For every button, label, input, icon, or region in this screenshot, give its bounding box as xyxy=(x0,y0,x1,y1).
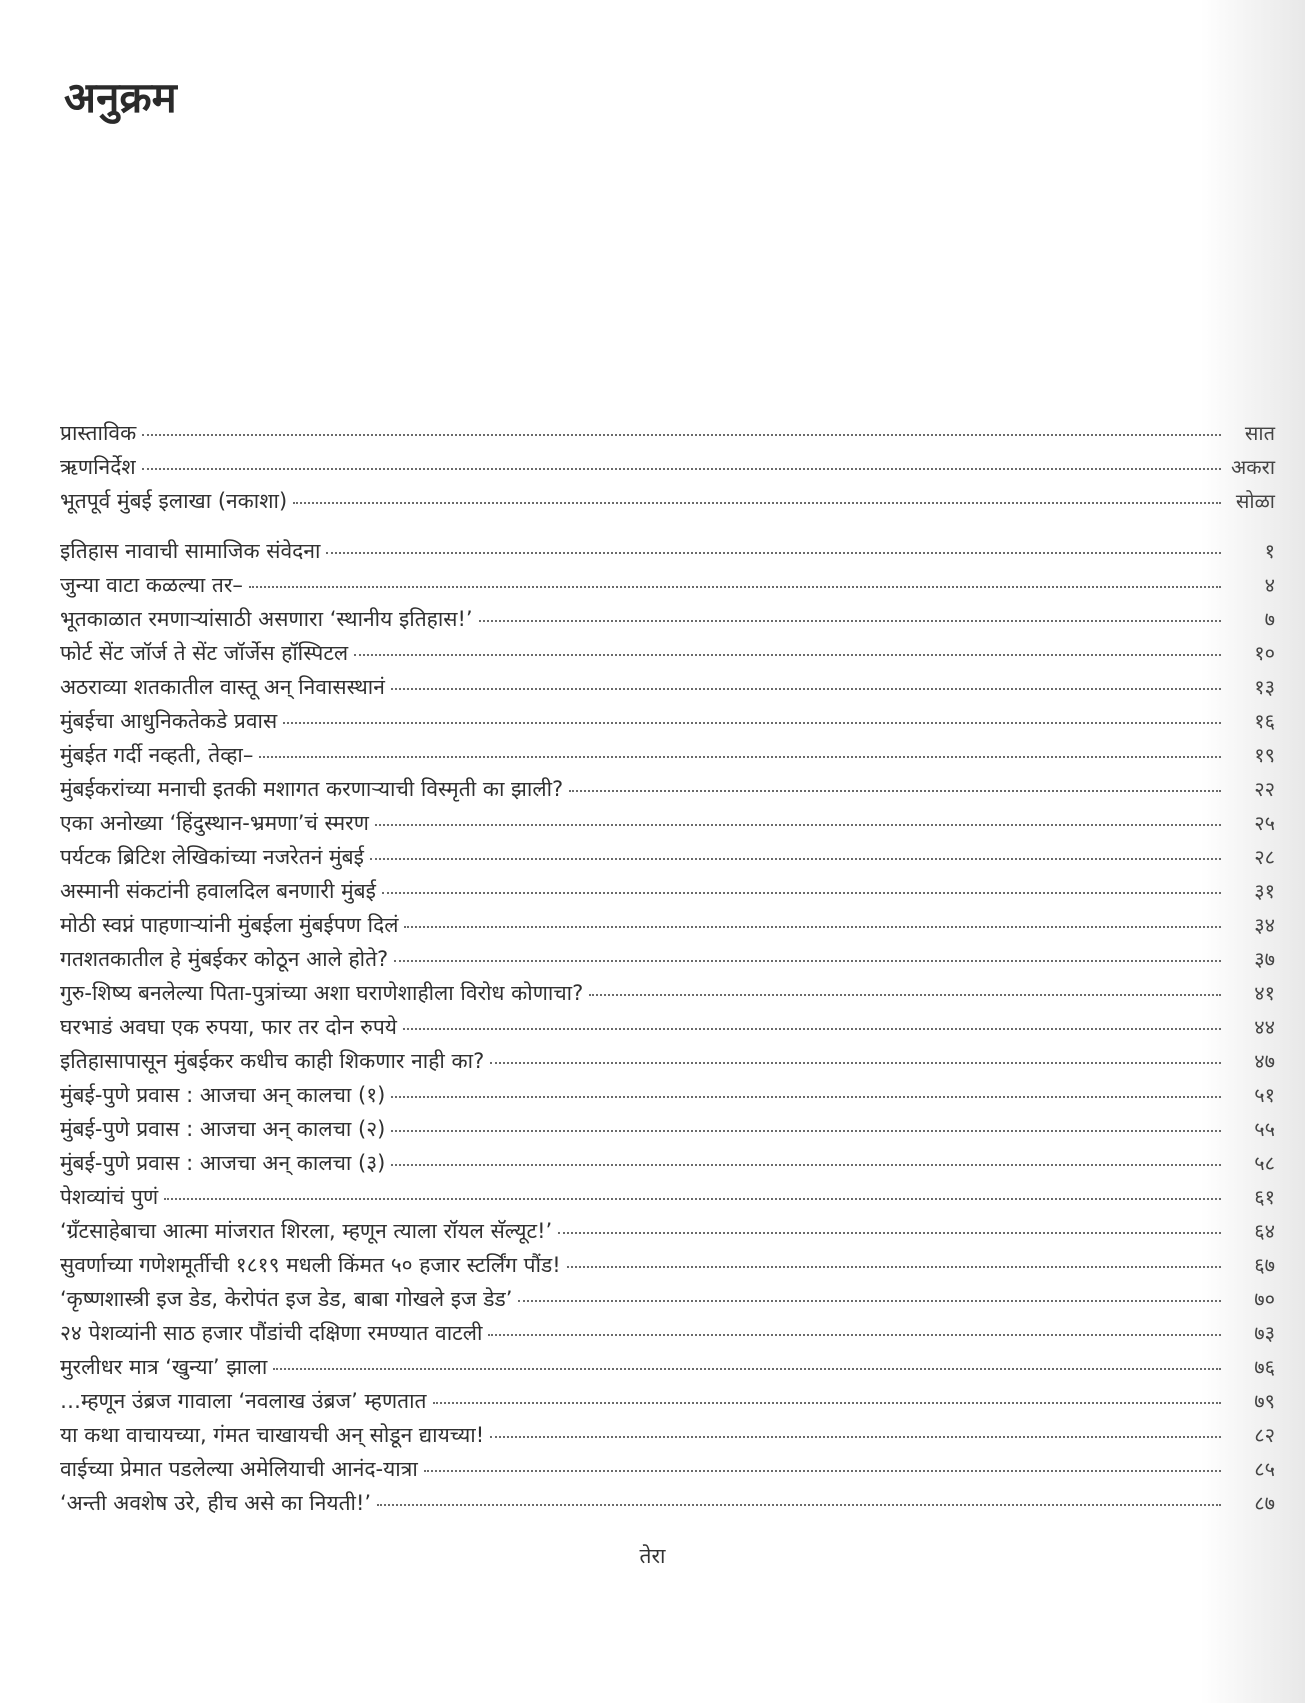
dot-leader xyxy=(326,552,1221,554)
toc-entry xyxy=(60,874,1275,908)
toc-entry xyxy=(60,534,1275,568)
toc-entry-title: ‘अन्ती अवशेष उरे, हीच असे का नियती!’ xyxy=(60,1491,372,1515)
page-number: तेरा xyxy=(639,1544,666,1568)
toc-entry-page: ८२ xyxy=(1254,1423,1275,1447)
dot-leader xyxy=(394,960,1221,962)
toc-entry-page: २५ xyxy=(1254,811,1275,835)
toc-entry-page: २२ xyxy=(1254,777,1275,801)
dot-leader xyxy=(391,1164,1221,1166)
toc-entry-title: …म्हणून उंब्रज गावाला ‘नवलाख उंब्रज’ म्हणतात xyxy=(60,1389,427,1413)
dot-leader xyxy=(391,1096,1221,1098)
toc-entry xyxy=(60,636,1275,670)
toc-entry xyxy=(60,1316,1275,1350)
dot-leader xyxy=(259,756,1221,758)
page-title: अनुक्रम xyxy=(64,73,177,122)
toc-entry-page: १ xyxy=(1264,539,1275,563)
toc-entry-title: पर्यटक ब्रिटिश लेखिकांच्या नजरेतनं मुंबई xyxy=(60,845,364,869)
toc-entry xyxy=(60,1248,1275,1282)
toc-entry-page: ६१ xyxy=(1254,1185,1275,1209)
toc-entry xyxy=(60,942,1275,976)
toc-entry-page: ३४ xyxy=(1254,913,1275,937)
toc-entry xyxy=(60,908,1275,942)
toc-entry-page: ४४ xyxy=(1254,1015,1275,1039)
toc-entry-page: १० xyxy=(1254,641,1275,665)
toc-entry-title: गतशतकातील हे मुंबईकर कोठून आले होते? xyxy=(60,947,389,971)
toc-entry-title: २४ पेशव्यांनी साठ हजार पौंडांची दक्षिणा रमण्यात वाटली xyxy=(60,1321,483,1345)
toc-entry-title: सुवर्णाच्या गणेशमूर्तीची १८१९ मधली किंमत ५० हजार स्टर्लिंग पौंड! xyxy=(60,1253,561,1277)
toc-entry-page: ७ xyxy=(1264,607,1275,631)
toc-entry xyxy=(60,1214,1275,1248)
toc-entry xyxy=(60,1146,1275,1180)
toc-entry xyxy=(60,1282,1275,1316)
dot-leader xyxy=(377,1504,1221,1506)
toc-entry xyxy=(60,840,1275,874)
dot-leader xyxy=(142,468,1221,470)
toc-entry-page: ५५ xyxy=(1254,1117,1275,1141)
dot-leader xyxy=(382,892,1221,894)
toc-entry xyxy=(60,806,1275,840)
toc-entry xyxy=(60,976,1275,1010)
toc-entry-page: १९ xyxy=(1254,743,1275,767)
chapter-list xyxy=(60,534,1275,1520)
toc-entry-page: १६ xyxy=(1254,709,1275,733)
front-matter-list xyxy=(60,416,1275,518)
toc-entry xyxy=(60,704,1275,738)
toc-entry xyxy=(60,1180,1275,1214)
toc-entry-title: अस्मानी संकटांनी हवालदिल बनणारी मुंबई xyxy=(60,879,376,903)
dot-leader xyxy=(370,858,1221,860)
toc-entry-page: ४१ xyxy=(1254,981,1275,1005)
toc-entry xyxy=(60,450,1275,484)
toc-entry-page: ६४ xyxy=(1254,1219,1275,1243)
dot-leader xyxy=(403,1028,1221,1030)
toc-entry-title: ‘कृष्णशास्त्री इज डेड, केरोपंत इज डेड, बाबा गोखले इज डेड’ xyxy=(60,1287,513,1311)
dot-leader xyxy=(391,688,1221,690)
toc-entry-title: ‘ग्रँटसाहेबाचा आत्मा मांजरात शिरला, म्हणून त्याला रॉयल सॅल्यूट!’ xyxy=(60,1219,553,1243)
toc-entry-title: मुंबई-पुणे प्रवास : आजचा अन् कालचा (३) xyxy=(60,1151,386,1175)
dot-leader xyxy=(142,434,1221,436)
toc-entry-title: एका अनोख्या ‘हिंदुस्थान-भ्रमणा’चं स्मरण xyxy=(60,811,369,835)
dot-leader xyxy=(293,502,1221,504)
toc-entry xyxy=(60,738,1275,772)
toc-entry-page: ५१ xyxy=(1254,1083,1275,1107)
toc-entry-page: सोळा xyxy=(1235,489,1275,513)
dot-leader xyxy=(354,654,1221,656)
toc-entry-page: ३७ xyxy=(1254,947,1275,971)
toc-entry xyxy=(60,1010,1275,1044)
toc-entry-title: वाईच्या प्रेमात पडलेल्या अमेलियाची आनंद-यात्रा xyxy=(60,1457,418,1481)
dot-leader xyxy=(490,1062,1221,1064)
toc-entry-page: ७९ xyxy=(1254,1389,1275,1413)
dot-leader xyxy=(424,1470,1221,1472)
dot-leader xyxy=(518,1300,1221,1302)
toc-entry xyxy=(60,670,1275,704)
toc-entry-page: ४७ xyxy=(1254,1049,1275,1073)
toc-entry xyxy=(60,568,1275,602)
toc-entry-page: ८७ xyxy=(1254,1491,1275,1515)
toc-entry-title: इतिहासापासून मुंबईकर कधीच काही शिकणार नाही का? xyxy=(60,1049,485,1073)
toc-entry-page: ७० xyxy=(1254,1287,1275,1311)
toc-entry-title: प्रास्ताविक xyxy=(60,421,137,445)
toc-entry-title: मोठी स्वप्नं पाहणाऱ्यांनी मुंबईला मुंबईपण दिलं xyxy=(60,913,399,937)
toc-entry-title: घरभाडं अवघा एक रुपया, फार तर दोन रुपये xyxy=(60,1015,397,1039)
toc-entry-title: इतिहास नावाची सामाजिक संवेदना xyxy=(60,539,321,563)
toc-entry-page: १३ xyxy=(1254,675,1275,699)
toc-entry xyxy=(60,1078,1275,1112)
dot-leader xyxy=(249,586,1221,588)
dot-leader xyxy=(558,1232,1221,1234)
toc-entry-page: ५८ xyxy=(1254,1151,1275,1175)
toc-entry-title: मुंबईचा आधुनिकतेकडे प्रवास xyxy=(60,709,278,733)
dot-leader xyxy=(273,1368,1221,1370)
toc-entry xyxy=(60,602,1275,636)
toc-entry-page: सात xyxy=(1244,421,1275,445)
dot-leader xyxy=(479,620,1221,622)
dot-leader xyxy=(283,722,1221,724)
toc-entry-title: मुंबईकरांच्या मनाची इतकी मशागत करणाऱ्याची विस्मृती का झाली? xyxy=(60,777,564,801)
dot-leader xyxy=(433,1402,1221,1404)
toc-entry-title: मुंबई-पुणे प्रवास : आजचा अन् कालचा (१) xyxy=(60,1083,386,1107)
toc-entry xyxy=(60,1486,1275,1520)
toc-entry-title: फोर्ट सेंट जॉर्ज ते सेंट जॉर्जेस हॉस्पिटल xyxy=(60,641,349,665)
dot-leader xyxy=(404,926,1221,928)
toc-entry xyxy=(60,1112,1275,1146)
toc-entry-title: पेशव्यांचं पुणं xyxy=(60,1185,159,1209)
toc-entry-page: ७६ xyxy=(1254,1355,1275,1379)
toc-entry-title: गुरु-शिष्य बनलेल्या पिता-पुत्रांच्या अशा घराणेशाहीला विरोध कोणाचा? xyxy=(60,981,584,1005)
dot-leader xyxy=(490,1436,1221,1438)
toc-entry xyxy=(60,484,1275,518)
toc-entry-title: या कथा वाचायच्या, गंमत चाखायची अन् सोडून द्यायच्या! xyxy=(60,1423,485,1447)
toc-entry-title: मुंबईत गर्दी नव्हती, तेव्हा– xyxy=(60,743,254,767)
toc-entry-page: अकरा xyxy=(1231,455,1275,479)
toc-entry xyxy=(60,1044,1275,1078)
dot-leader xyxy=(375,824,1221,826)
toc-entry xyxy=(60,1452,1275,1486)
toc-entry xyxy=(60,1350,1275,1384)
toc-entry-page: ७३ xyxy=(1254,1321,1275,1345)
dot-leader xyxy=(569,790,1221,792)
toc-entry xyxy=(60,416,1275,450)
toc-entry-page: २८ xyxy=(1254,845,1275,869)
dot-leader xyxy=(391,1130,1221,1132)
toc-entry-page: ४ xyxy=(1264,573,1275,597)
toc-entry-title: ऋणनिर्देश xyxy=(60,455,136,479)
toc-entry-page: ६७ xyxy=(1254,1253,1275,1277)
toc-entry-title: मुरलीधर मात्र ‘खुन्या’ झाला xyxy=(60,1355,268,1379)
dot-leader xyxy=(164,1198,1221,1200)
toc-entry-title: भूतपूर्व मुंबई इलाखा (नकाशा) xyxy=(60,489,288,513)
toc-entry xyxy=(60,1384,1275,1418)
dot-leader xyxy=(589,994,1221,996)
toc-entry-title: अठराव्या शतकातील वास्तू अन् निवासस्थानं xyxy=(60,675,385,699)
toc-entry xyxy=(60,1418,1275,1452)
toc-entry-title: जुन्या वाटा कळल्या तर– xyxy=(60,573,243,597)
toc-entry-page: ३१ xyxy=(1254,879,1275,903)
dot-leader xyxy=(488,1334,1221,1336)
toc-entry-title: मुंबई-पुणे प्रवास : आजचा अन् कालचा (२) xyxy=(60,1117,386,1141)
toc-entry-title: भूतकाळात रमणाऱ्यांसाठी असणारा ‘स्थानीय इतिहास!’ xyxy=(60,607,473,631)
dot-leader xyxy=(567,1266,1221,1268)
toc-entry xyxy=(60,772,1275,806)
toc-entry-page: ८५ xyxy=(1254,1457,1275,1481)
